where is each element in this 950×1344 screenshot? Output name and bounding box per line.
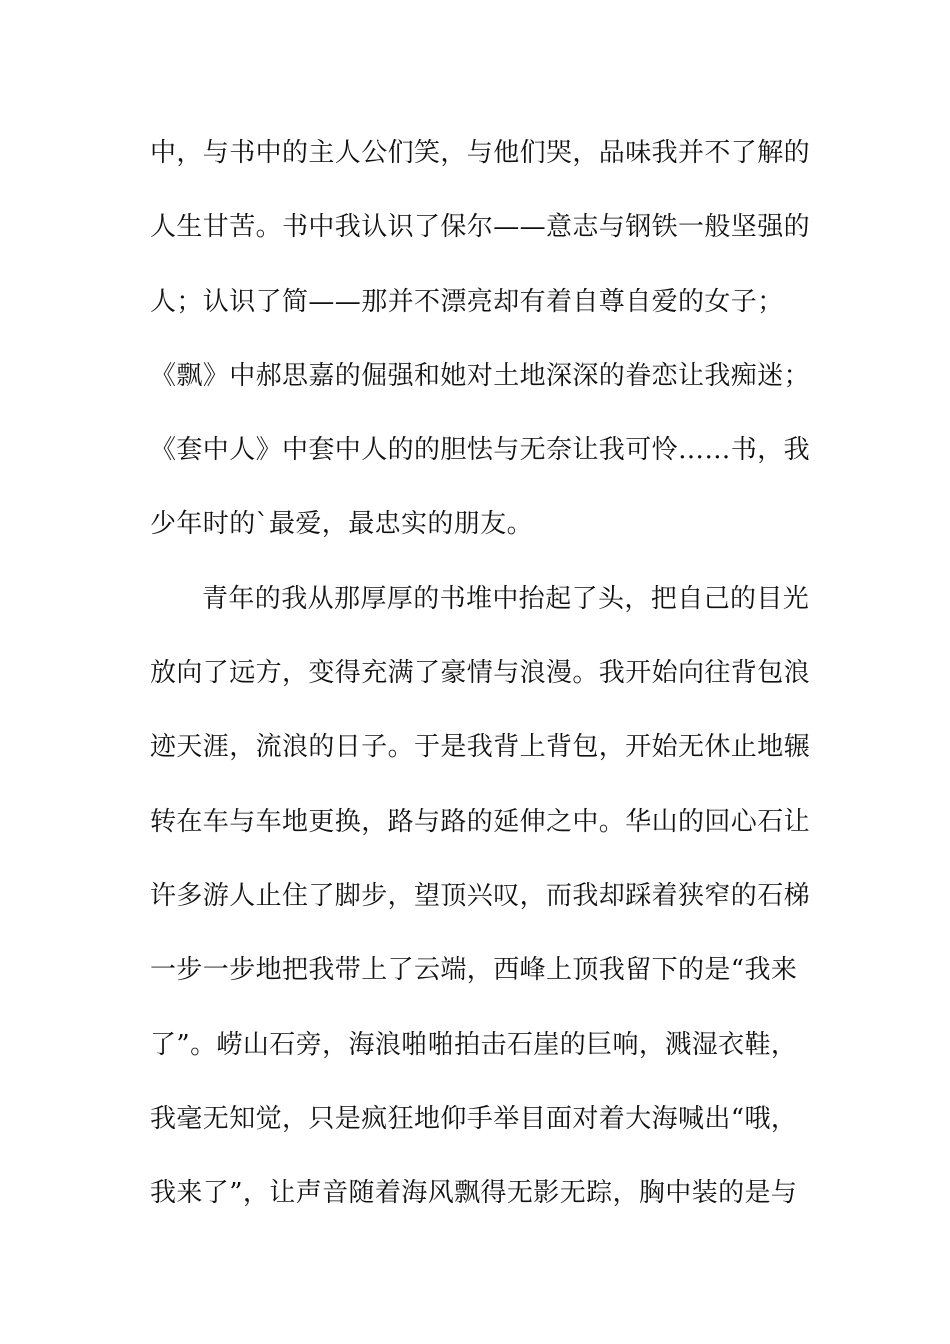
- text-line: 人；认识了简——那并不漂亮却有着自尊自爱的女子；: [150, 286, 784, 317]
- text-line: 放向了远方，变得充满了豪情与浪漫。我开始向往背包浪: [150, 658, 811, 689]
- text-line: 转在车与车地更换，路与路的延伸之中。华山的回心石让: [150, 806, 811, 837]
- text-line: 一步一步地把我带上了云端，西峰上顶我留下的是“我来: [150, 955, 798, 986]
- text-line: 人生甘苦。书中我认识了保尔——意志与钢铁一般坚强的: [150, 212, 811, 243]
- text-line: 少年时的`最爱，最忠实的朋友。: [150, 509, 534, 540]
- text-line: 了”。崂山石旁，海浪啪啪拍击石崖的巨响，溅湿衣鞋，: [150, 1029, 798, 1060]
- text-line: 我来了”，让声音随着海风飘得无影无踪，胸中装的是与: [150, 1178, 798, 1209]
- text-line: 我毫无知觉，只是疯狂地仰手举目面对着大海喊出“哦，: [150, 1103, 798, 1134]
- paragraph-first-line: 青年的我从那厚厚的书堆中抬起了头，把自己的目光: [202, 583, 810, 614]
- text-line: 中，与书中的主人公们笑，与他们哭，品味我并不了解的: [150, 138, 811, 168]
- text-line: 许多游人止住了脚步，望顶兴叹，而我却踩着狭窄的石梯: [150, 880, 811, 911]
- text-line: 迹天涯，流浪的日子。于是我背上背包，开始无休止地辗: [150, 732, 811, 763]
- text-line: 《飘》中郝思嘉的倔强和她对土地深深的眷恋让我痴迷；: [150, 360, 811, 391]
- text-line: 《套中人》中套中人的的胆怯与无奈让我可怜……书，我: [150, 435, 811, 466]
- body-text: [150, 116, 811, 1230]
